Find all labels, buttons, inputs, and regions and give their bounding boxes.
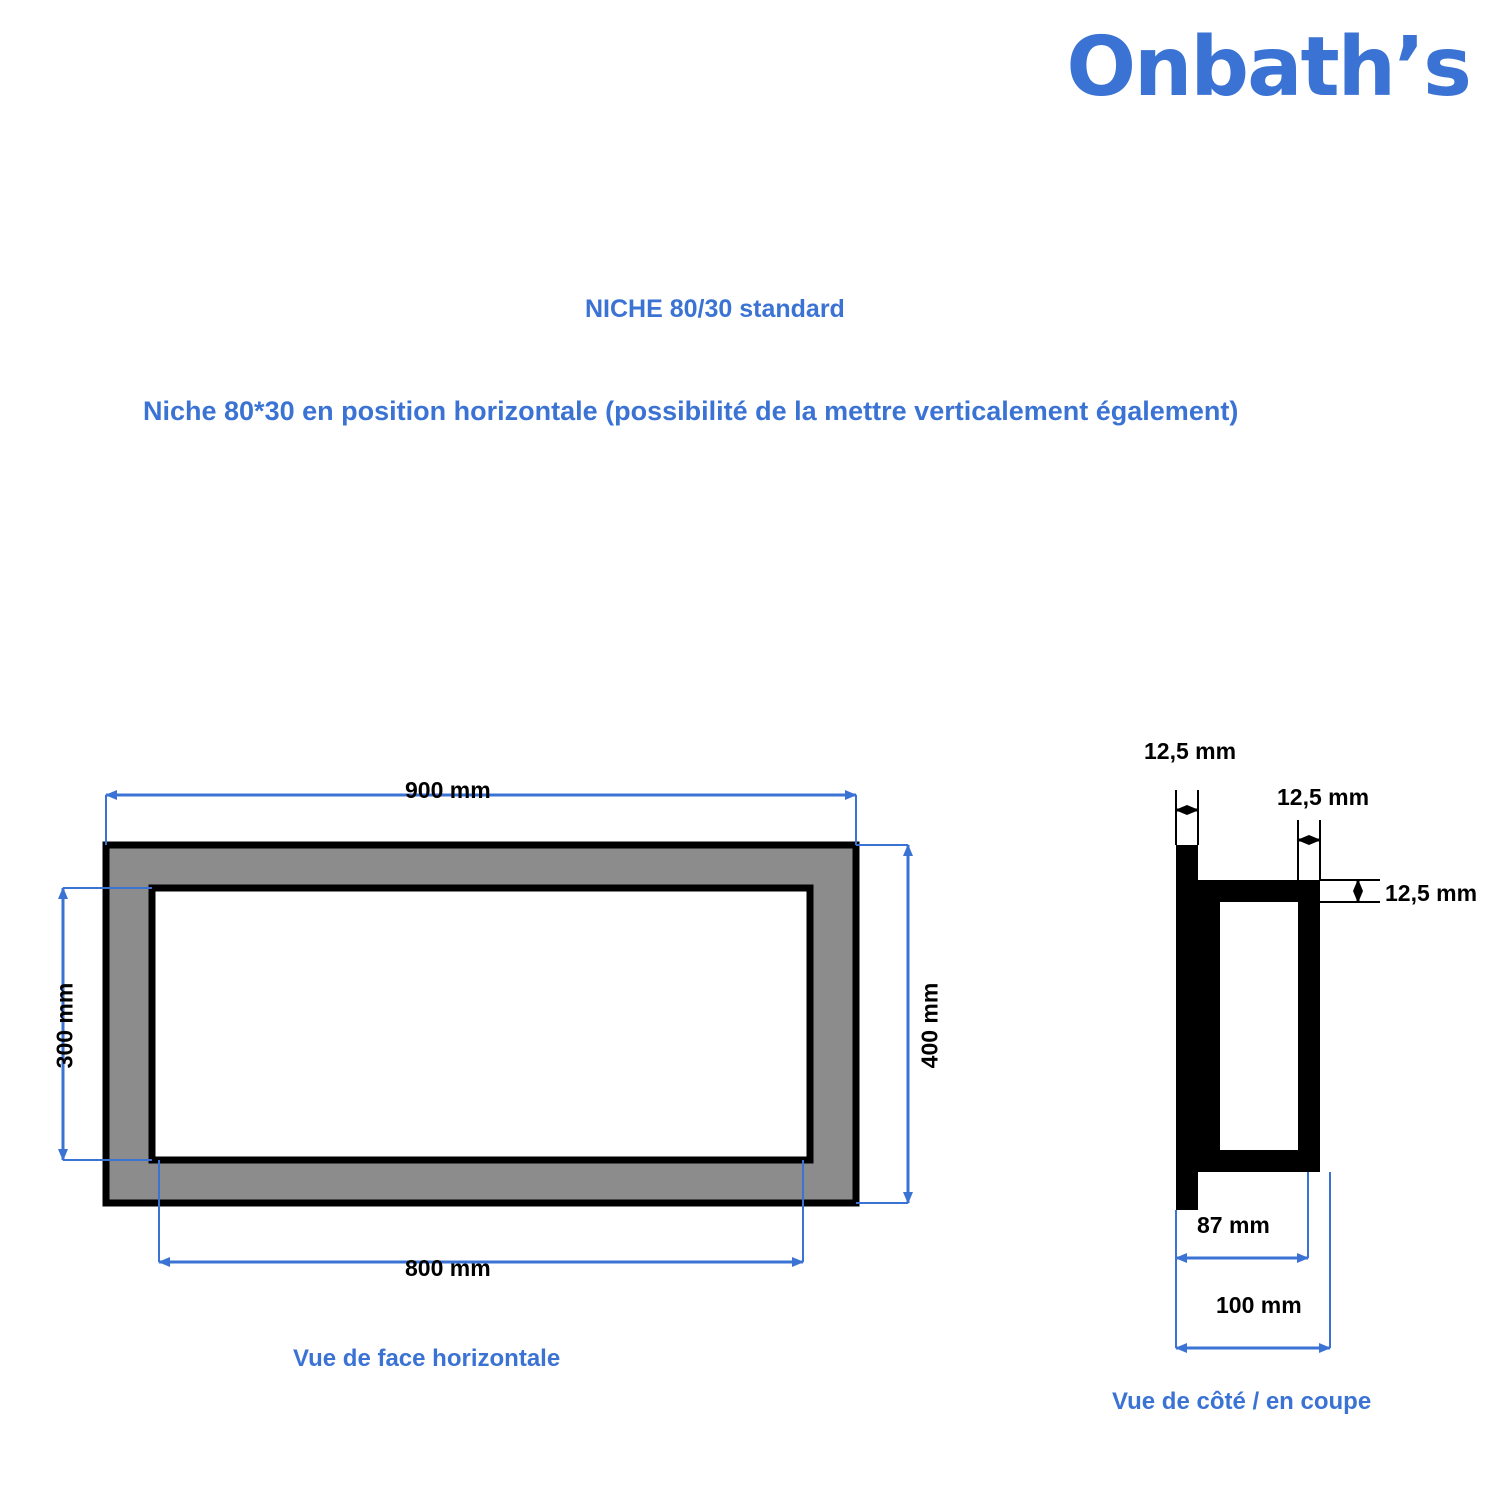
dimension-label-100mm: 100 mm bbox=[1216, 1292, 1302, 1318]
front-view-caption: Vue de face horizontale bbox=[293, 1345, 561, 1372]
dimension-100mm bbox=[1176, 1172, 1330, 1348]
dimension-label-backwall-125mm: 12,5 mm bbox=[1277, 784, 1370, 810]
dimension-flange-125mm bbox=[1176, 790, 1198, 845]
dimension-topwall-125mm bbox=[1320, 880, 1380, 902]
page-title: NICHE 80/30 standard bbox=[585, 295, 845, 323]
dimension-label-400mm: 400 mm bbox=[916, 982, 943, 1069]
dimension-label-topwall-125mm: 12,5 mm bbox=[1385, 880, 1478, 906]
dimension-label-800mm: 800 mm bbox=[405, 1255, 491, 1281]
dimension-label-900mm: 900 mm bbox=[405, 777, 491, 803]
side-view-caption: Vue de côté / en coupe bbox=[1112, 1388, 1372, 1415]
dimension-label-flange-125mm: 12,5 mm bbox=[1144, 738, 1237, 764]
dimension-label-300mm: 300 mm bbox=[51, 982, 78, 1069]
niche-section-profile bbox=[1176, 845, 1320, 1210]
dimension-label-87mm: 87 mm bbox=[1197, 1212, 1270, 1238]
dimension-backwall-125mm bbox=[1298, 820, 1320, 880]
page-subtitle: Niche 80*30 en position horizontale (possibilité de la mettre verticalement également) bbox=[143, 396, 1239, 426]
brand-logo-text: Onbath’s bbox=[1066, 20, 1470, 115]
